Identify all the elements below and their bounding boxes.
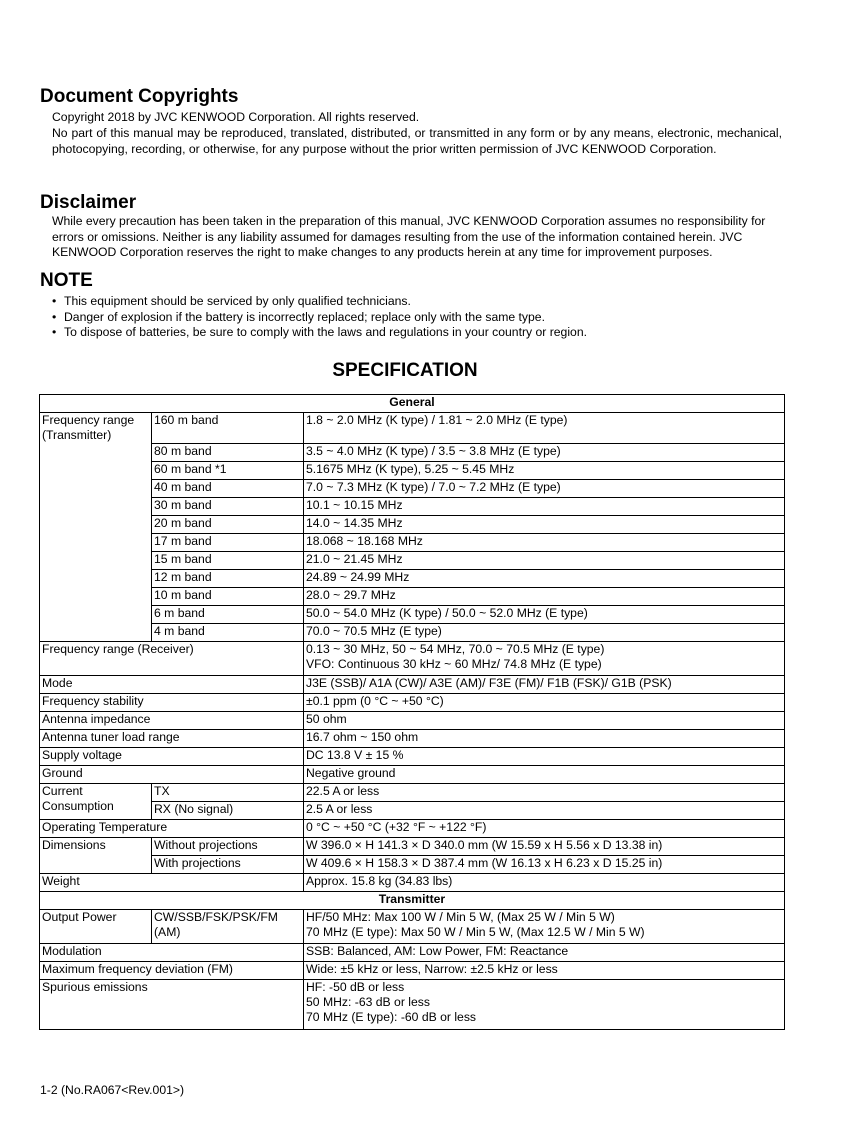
band-label: 4 m band (152, 623, 304, 641)
dim-without-label: Without projections (152, 837, 304, 855)
dimensions-label: Dimensions (40, 837, 152, 873)
dim-with-label: With projections (152, 855, 304, 873)
tuner-label: Antenna tuner load range (40, 729, 304, 747)
specification-title: SPECIFICATION (332, 360, 478, 381)
stability-label: Frequency stability (40, 693, 304, 711)
current-label: Current Consumption (40, 783, 152, 819)
ground-value: Negative ground (304, 765, 785, 783)
disclaimer-heading: Disclaimer (40, 192, 137, 213)
supply-label: Supply voltage (40, 747, 304, 765)
dim-with-value: W 409.6 × H 158.3 × D 387.4 mm (W 16.13 x H 6.23 x D 15.25 in) (304, 855, 785, 873)
band-value: 21.0 ~ 21.45 MHz (304, 551, 785, 569)
stability-value: ±0.1 ppm (0 °C ~ +50 °C) (304, 693, 785, 711)
modulation-label: Modulation (40, 943, 304, 961)
band-label: 160 m band (152, 413, 304, 444)
dim-without-value: W 396.0 × H 141.3 × D 340.0 mm (W 15.59 x H 5.56 x D 13.38 in) (304, 837, 785, 855)
impedance-value: 50 ohm (304, 711, 785, 729)
note-heading: NOTE (40, 270, 93, 291)
copyright-heading: Document Copyrights (40, 86, 239, 107)
band-value: 5.1675 MHz (K type), 5.25 ~ 5.45 MHz (304, 461, 785, 479)
weight-value: Approx. 15.8 kg (34.83 lbs) (304, 873, 785, 891)
temperature-label: Operating Temperature (40, 819, 304, 837)
note-item: • Danger of explosion if the battery is incorrectly replaced; replace only with the same type. (52, 310, 792, 326)
band-label: 12 m band (152, 569, 304, 587)
band-label: 30 m band (152, 497, 304, 515)
note-list (52, 294, 792, 341)
note-item: • This equipment should be serviced by only qualified technicians. (52, 294, 792, 310)
impedance-label: Antenna impedance (40, 711, 304, 729)
tuner-value: 16.7 ohm ~ 150 ohm (304, 729, 785, 747)
mode-value: J3E (SSB)/ A1A (CW)/ A3E (AM)/ F3E (FM)/ F1B (FSK)/ G1B (PSK) (304, 675, 785, 693)
copyright-line: Copyright 2018 by JVC KENWOOD Corporation. All rights reserved. (52, 110, 420, 124)
tx-label: TX (152, 783, 304, 801)
supply-value: DC 13.8 V ± 15 % (304, 747, 785, 765)
freq-tx-label: Frequency range (Transmitter) (40, 413, 152, 444)
transmitter-header: Transmitter (40, 891, 785, 909)
note-item: • To dispose of batteries, be sure to comply with the laws and regulations in your country or region. (52, 325, 792, 341)
band-value: 24.89 ~ 24.99 MHz (304, 569, 785, 587)
output-power-modes: CW/SSB/FSK/PSK/FM (AM) (152, 909, 304, 943)
deviation-label: Maximum frequency deviation (FM) (40, 961, 304, 979)
spurious-label: Spurious emissions (40, 979, 304, 1029)
general-header: General (40, 395, 785, 413)
band-label: 20 m band (152, 515, 304, 533)
modulation-value: SSB: Balanced, AM: Low Power, FM: Reactance (304, 943, 785, 961)
band-value: 50.0 ~ 54.0 MHz (K type) / 50.0 ~ 52.0 MHz (E type) (304, 605, 785, 623)
output-power-value: HF/50 MHz: Max 100 W / Min 5 W, (Max 25 W / Min 5 W) 70 MHz (E type): Max 50 W / Min 5 W, (Max 12.5 W / Min 5 W) (304, 909, 785, 943)
band-value: 3.5 ~ 4.0 MHz (K type) / 3.5 ~ 3.8 MHz (E type) (304, 443, 785, 461)
specification-table (39, 394, 785, 1030)
page-footer: 1-2 (No.RA067<Rev.001>) (40, 1083, 185, 1097)
band-value: 70.0 ~ 70.5 MHz (E type) (304, 623, 785, 641)
tx-value: 22.5 A or less (304, 783, 785, 801)
band-value: 7.0 ~ 7.3 MHz (K type) / 7.0 ~ 7.2 MHz (E type) (304, 479, 785, 497)
band-label: 17 m band (152, 533, 304, 551)
spurious-value: HF: -50 dB or less 50 MHz: -63 dB or less 70 MHz (E type): -60 dB or less (304, 979, 785, 1029)
rx-value: 2.5 A or less (304, 801, 785, 819)
rx-label: RX (No signal) (152, 801, 304, 819)
mode-label: Mode (40, 675, 304, 693)
band-label: 10 m band (152, 587, 304, 605)
weight-label: Weight (40, 873, 304, 891)
band-value: 14.0 ~ 14.35 MHz (304, 515, 785, 533)
band-value: 18.068 ~ 18.168 MHz (304, 533, 785, 551)
band-label: 60 m band *1 (152, 461, 304, 479)
band-label: 6 m band (152, 605, 304, 623)
band-label: 15 m band (152, 551, 304, 569)
disclaimer-text: While every precaution has been taken in the preparation of this manual, JVC KENWOOD Corporation assumes no responsibility for errors or omissions. Neither is any liability assumed for damages resulting from the use of the information contained herein. JVC KENWOOD Corporation reserves the right to make changes to any products herein at any time for improvement purposes. (52, 214, 766, 260)
band-value: 10.1 ~ 10.15 MHz (304, 497, 785, 515)
copyright-notice: No part of this manual may be reproduced, translated, distributed, or transmitted in any form or by any means, electronic, mechanical, photocopying, recording, or otherwise, for any purpose without the prior written permission of JVC KENWOOD Corporation. (52, 126, 782, 156)
band-value: 28.0 ~ 29.7 MHz (304, 587, 785, 605)
output-power-label: Output Power (40, 909, 152, 943)
deviation-value: Wide: ±5 kHz or less, Narrow: ±2.5 kHz or less (304, 961, 785, 979)
band-label: 40 m band (152, 479, 304, 497)
freq-rx-value: 0.13 ~ 30 MHz, 50 ~ 54 MHz, 70.0 ~ 70.5 MHz (E type) VFO: Continuous 30 kHz ~ 60 MHz/ 74.8 MHz (E type) (304, 641, 785, 675)
band-label: 80 m band (152, 443, 304, 461)
freq-rx-label: Frequency range (Receiver) (40, 641, 304, 675)
temperature-value: 0 °C ~ +50 °C (+32 °F ~ +122 °F) (304, 819, 785, 837)
band-value: 1.8 ~ 2.0 MHz (K type) / 1.81 ~ 2.0 MHz (E type) (304, 413, 785, 444)
ground-label: Ground (40, 765, 304, 783)
